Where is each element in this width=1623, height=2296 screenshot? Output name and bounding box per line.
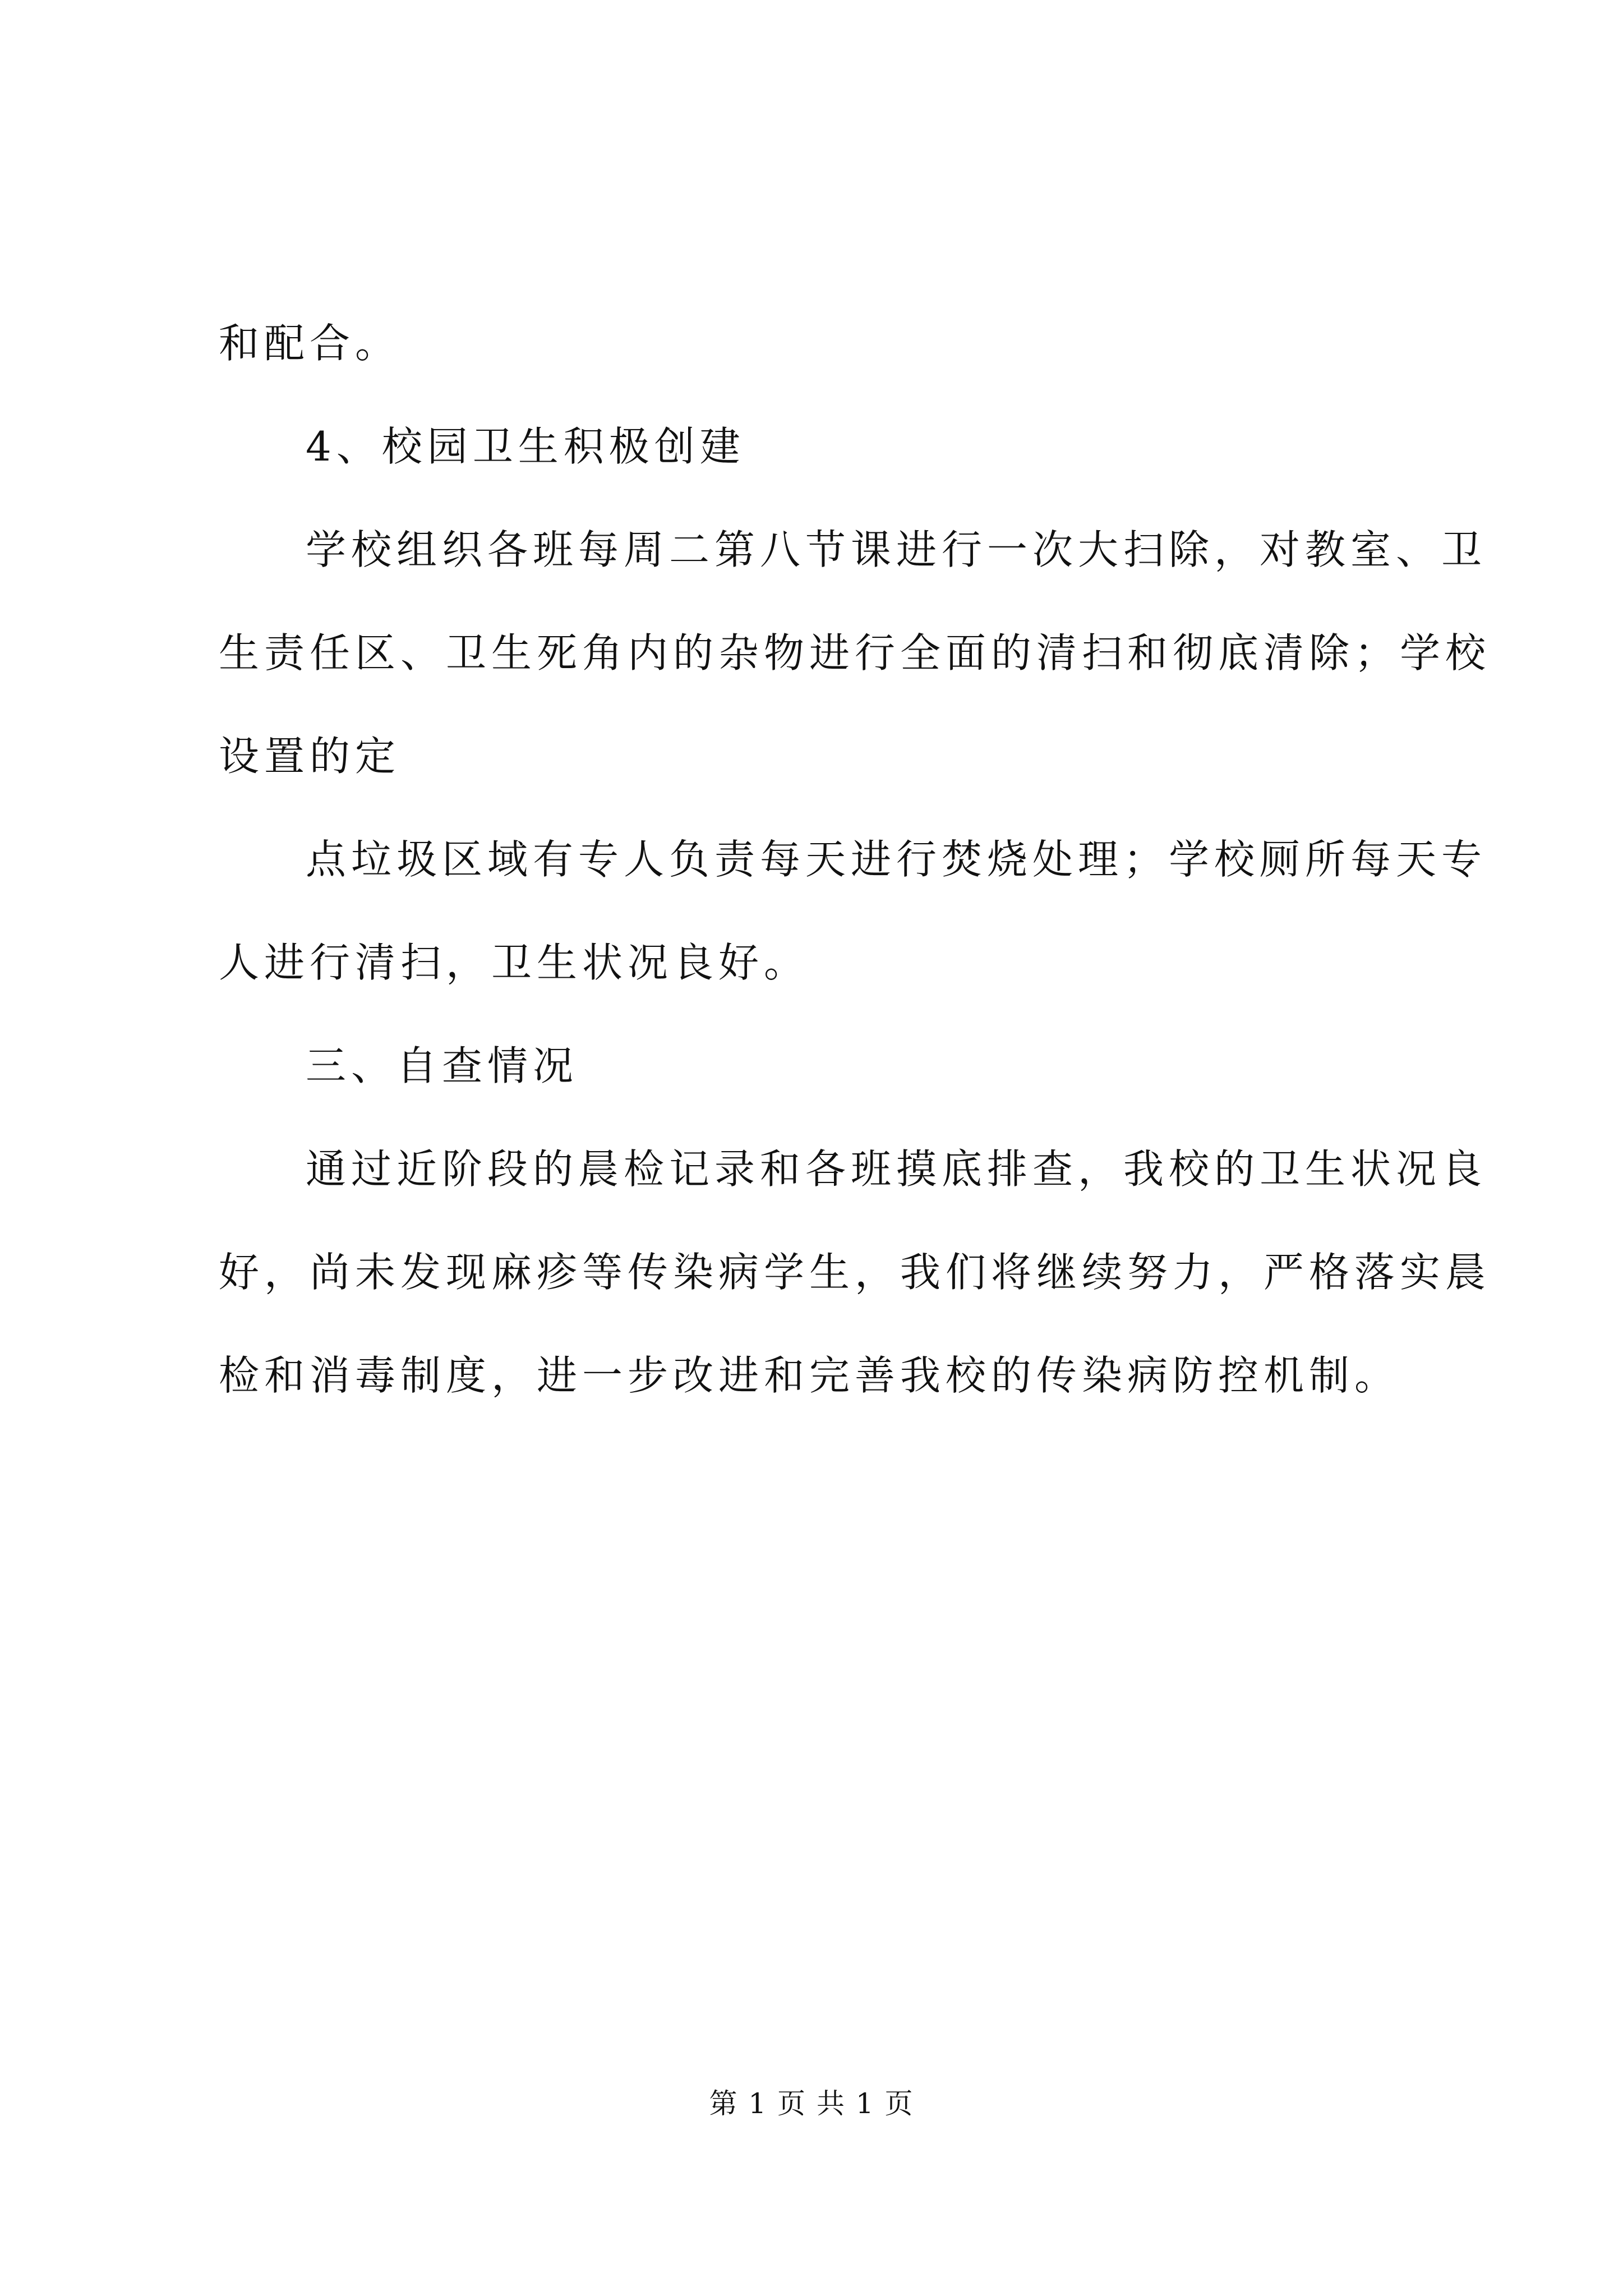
text-line: 设置的定 (219, 733, 401, 780)
text-line: 学校组织各班每周二第八节课进行一次大扫除，对教室、卫 (306, 526, 1487, 573)
text-line: 生责任区、卫生死角内的杂物进行全面的清扫和彻底清除；学校 (219, 629, 1491, 677)
text-line: 和配合。 (219, 320, 401, 367)
text-line: 好，尚未发现麻疹等传染病学生，我们将继续努力，严格落实晨 (219, 1249, 1491, 1296)
section-heading: 4、校园卫生积极创建 (306, 423, 745, 470)
text-line: 点垃圾区域有专人负责每天进行焚烧处理；学校厕所每天专 (306, 836, 1487, 883)
text-line: 检和消毒制度，进一步改进和完善我校的传染病防控机制。 (219, 1352, 1400, 1399)
document-body (219, 292, 1491, 1427)
section-heading: 三、自查情况 (306, 1042, 579, 1089)
text-line: 人进行清扫，卫生状况良好。 (219, 939, 810, 986)
page-footer: 第 1 页 共 1 页 (709, 2087, 914, 2120)
text-line: 通过近阶段的晨检记录和各班摸底排查，我校的卫生状况良 (306, 1145, 1487, 1193)
